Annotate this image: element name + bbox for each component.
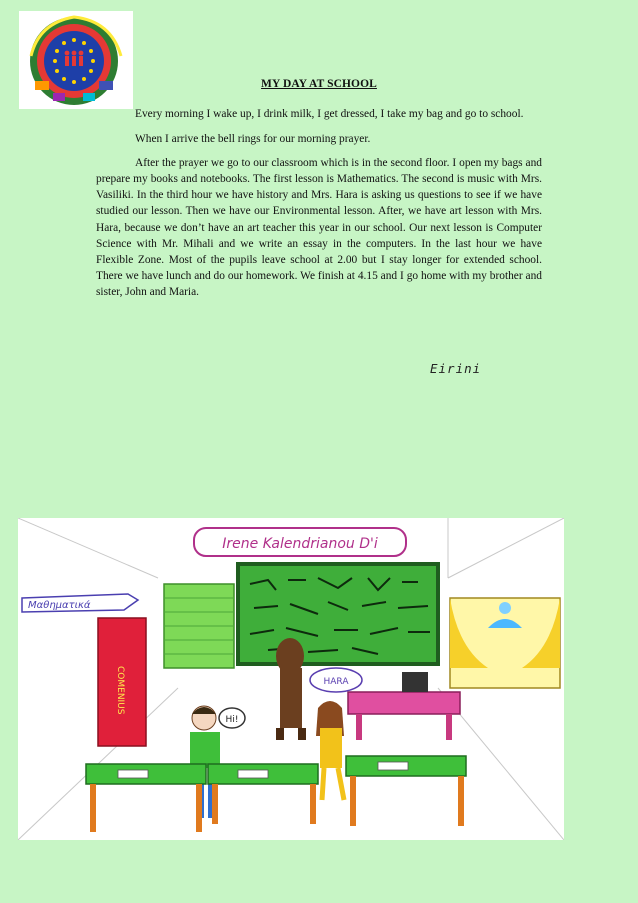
author-signature: Eirini [430, 361, 482, 376]
paragraph-arrival: When I arrive the bell rings for our morning prayer. [135, 132, 371, 145]
speech-bubble-label: Hi! [225, 715, 239, 725]
teacher-tag-label: HARA [323, 677, 349, 687]
class-sign-label: Μαθηματικά [28, 600, 91, 611]
paragraph-school-day: After the prayer we go to our classroom which is in the second floor. I open my bags and prepare my books and notebooks. The first lesson is Mathematics. The second is music with Mrs. Vasiliki. In the third hour we have history and Mrs. Hara is asking us questions to see if we have studied our lesson. Then we have our Environmental lesson. After, we have art lesson with Mrs. Hara, because we don’t have an art teacher this year in our school. Our next lesson is Computer Science with Mr. Mihali and we write an essay in the computers. In the last hour we have Flexible Zone. Most of the pupils leave school at 2.00 but I stay longer for extended school. There we have lunch and do our homework. We finish at 4.15 and I go home with my brother and sister, John and Maria. [96, 157, 542, 298]
paragraph-morning: Every morning I wake up, I drink milk, I get dressed, I take my bag and go to school. [135, 108, 524, 120]
document-title: MY DAY AT SCHOOL [261, 78, 377, 90]
comenius-logo [19, 11, 133, 109]
classroom-drawing [18, 518, 564, 840]
classroom-drawing-graphic [18, 518, 564, 840]
door-label: COMENIUS [115, 666, 125, 715]
document-body [96, 106, 542, 309]
comenius-logo-graphic [19, 11, 133, 109]
banner-label: Irene Kalendrianou D'i [222, 536, 378, 552]
